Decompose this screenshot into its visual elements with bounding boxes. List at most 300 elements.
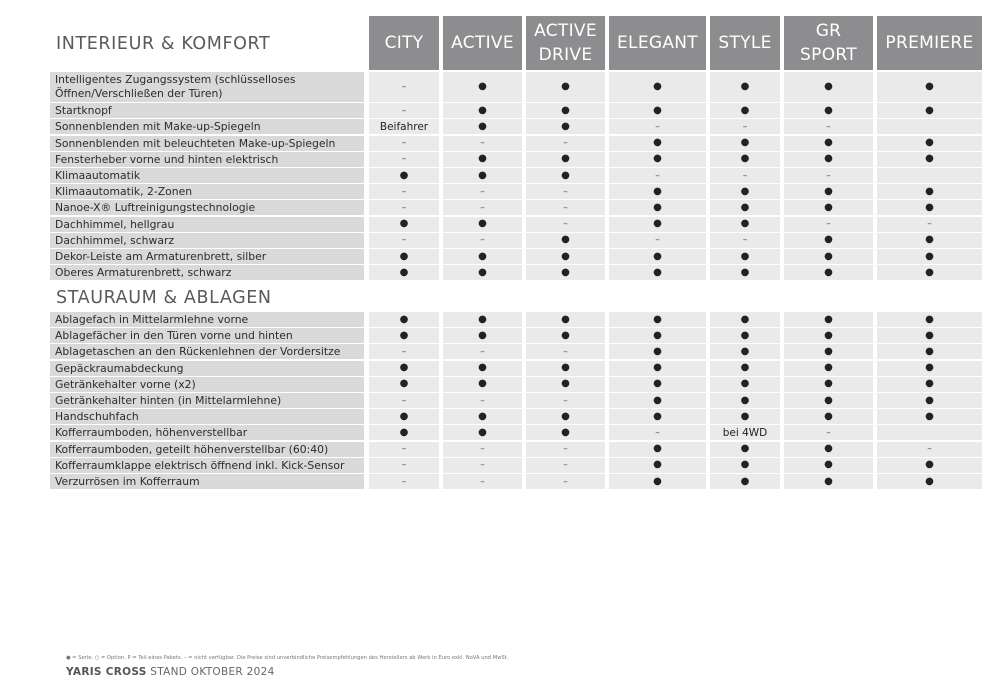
dot-mark: ● — [653, 443, 662, 455]
dot-mark: ● — [925, 378, 934, 390]
cell-5 — [784, 200, 873, 215]
row-label: Fensterheber vorne und hinten elektrisch — [50, 152, 364, 167]
cell-0 — [369, 200, 439, 215]
cell-2 — [526, 200, 605, 215]
footer-title — [66, 666, 275, 678]
dash-mark: – — [655, 121, 660, 132]
dot-mark: ● — [653, 185, 662, 197]
dot-mark: ● — [399, 426, 409, 438]
cell-3 — [609, 458, 706, 473]
dash-mark: – — [563, 186, 568, 197]
dot-mark: ● — [561, 153, 570, 165]
section-title-1: STAURAUM & ABLAGEN — [56, 288, 272, 308]
row-label: Gepäckraumabdeckung — [50, 361, 364, 376]
dash-mark: – — [742, 235, 748, 246]
dash-mark: – — [401, 82, 407, 92]
dot-mark: ● — [561, 266, 570, 278]
dot-mark: ● — [561, 313, 570, 325]
table-row — [0, 233, 990, 248]
cell-2 — [526, 103, 605, 118]
table-row — [0, 249, 990, 264]
cell-2 — [526, 119, 605, 134]
dash-mark: – — [826, 121, 831, 132]
cell-2 — [526, 377, 605, 392]
cell-5 — [784, 377, 873, 392]
cell-6 — [877, 409, 982, 424]
dot-mark: ● — [824, 266, 833, 278]
cell-text: bei 4WD — [722, 426, 768, 439]
dot-mark: ● — [925, 153, 934, 165]
column-header-4: STYLE — [710, 16, 780, 70]
cell-6 — [877, 152, 982, 167]
cell-1 — [443, 136, 522, 151]
dot-mark: ● — [740, 345, 750, 357]
dot-mark: ● — [478, 81, 487, 92]
dot-mark: ● — [653, 329, 662, 341]
cell-3 — [609, 409, 706, 424]
dot-mark: ● — [740, 266, 750, 278]
dot-mark: ● — [399, 313, 409, 325]
cell-4 — [710, 474, 780, 489]
cell-0 — [369, 312, 439, 327]
row-label: Klimaautomatik, 2-Zonen — [50, 184, 364, 199]
dot-mark: ● — [824, 410, 833, 422]
dash-mark: – — [563, 346, 568, 357]
dot-mark: ● — [925, 394, 934, 406]
dot-mark: ● — [561, 378, 570, 390]
dash-mark: – — [480, 476, 485, 487]
dot-mark: ● — [925, 410, 934, 422]
cell-2 — [526, 233, 605, 248]
dot-mark: ● — [925, 362, 934, 374]
dash-mark: – — [563, 138, 568, 149]
dot-mark: ● — [925, 266, 934, 278]
dot-mark: ● — [653, 81, 662, 92]
column-header-1: ACTIVE — [443, 16, 522, 70]
cell-2 — [526, 217, 605, 232]
cell-5 — [784, 103, 873, 118]
cell-4 — [710, 377, 780, 392]
cell-5 — [784, 361, 873, 376]
dot-mark: ● — [824, 201, 833, 213]
cell-0 — [369, 328, 439, 343]
row-label: Dachhimmel, hellgrau — [50, 217, 364, 232]
dot-mark: ● — [653, 153, 662, 165]
cell-6 — [877, 425, 982, 440]
cell-0 — [369, 217, 439, 232]
dot-mark: ● — [399, 266, 409, 278]
cell-3 — [609, 393, 706, 408]
cell-3 — [609, 474, 706, 489]
cell-4 — [710, 458, 780, 473]
row-label: Oberes Armaturenbrett, schwarz — [50, 265, 364, 280]
cell-3 — [609, 119, 706, 134]
cell-2 — [526, 393, 605, 408]
cell-3 — [609, 442, 706, 457]
dot-mark: ● — [478, 169, 487, 181]
dash-mark: – — [655, 170, 660, 181]
cell-1 — [443, 377, 522, 392]
dot-mark: ● — [653, 345, 662, 357]
cell-0 — [369, 72, 439, 102]
cell-0 — [369, 233, 439, 248]
cell-6 — [877, 249, 982, 264]
dash-mark: – — [401, 186, 407, 197]
cell-6 — [877, 184, 982, 199]
cell-0 — [369, 458, 439, 473]
cell-0 — [369, 119, 439, 134]
dot-mark: ● — [478, 313, 487, 325]
dash-mark: – — [563, 219, 568, 230]
dot-mark: ● — [824, 137, 833, 149]
dash-mark: – — [480, 460, 485, 471]
cell-4 — [710, 200, 780, 215]
dot-mark: ● — [399, 410, 409, 422]
dot-mark: ● — [399, 329, 409, 341]
cell-1 — [443, 103, 522, 118]
cell-1 — [443, 442, 522, 457]
dot-mark: ● — [824, 234, 833, 246]
cell-4 — [710, 442, 780, 457]
dash-mark: – — [401, 444, 407, 455]
cell-3 — [609, 361, 706, 376]
dot-mark: ● — [653, 378, 662, 390]
dot-mark: ● — [740, 443, 750, 455]
cell-3 — [609, 249, 706, 264]
table-row — [0, 458, 990, 473]
cell-0 — [369, 249, 439, 264]
dot-mark: ● — [824, 378, 833, 390]
dot-mark: ● — [653, 313, 662, 325]
dash-mark: – — [401, 460, 407, 471]
cell-0 — [369, 136, 439, 151]
dot-mark: ● — [478, 378, 487, 390]
cell-4 — [710, 393, 780, 408]
dot-mark: ● — [478, 426, 487, 438]
dot-mark: ● — [740, 250, 750, 262]
dot-mark: ● — [653, 475, 662, 487]
dash-mark: – — [563, 202, 568, 213]
dash-mark: – — [480, 346, 485, 357]
cell-2 — [526, 265, 605, 280]
dash-mark: – — [655, 427, 660, 438]
cell-6 — [877, 328, 982, 343]
cell-5 — [784, 119, 873, 134]
footnote-legend: ● = Serie. ○ = Option. P = Teil eines Pakets. – = nicht verfügbar. Die Preise sind unverbindliche Preisempfehlungen des Herstellers ab Werk in Euro exkl. NoVA und MwSt. — [66, 655, 509, 661]
cell-4 — [710, 217, 780, 232]
dot-mark: ● — [653, 218, 662, 230]
dot-mark: ● — [561, 362, 570, 374]
cell-1 — [443, 249, 522, 264]
cell-5 — [784, 249, 873, 264]
cell-1 — [443, 425, 522, 440]
dot-mark: ● — [740, 153, 750, 165]
cell-2 — [526, 344, 605, 359]
cell-3 — [609, 184, 706, 199]
dash-mark: – — [480, 395, 485, 406]
dot-mark: ● — [740, 137, 750, 149]
cell-6 — [877, 200, 982, 215]
dash-mark: – — [563, 444, 568, 455]
cell-5 — [784, 425, 873, 440]
dot-mark: ● — [740, 362, 750, 374]
table-row — [0, 72, 990, 102]
cell-5 — [784, 136, 873, 151]
dash-mark: – — [742, 170, 748, 181]
table-row — [0, 361, 990, 376]
cell-4 — [710, 168, 780, 183]
cell-3 — [609, 200, 706, 215]
cell-0 — [369, 474, 439, 489]
dot-mark: ● — [824, 185, 833, 197]
cell-6 — [877, 393, 982, 408]
table-row — [0, 409, 990, 424]
cell-0 — [369, 184, 439, 199]
cell-3 — [609, 265, 706, 280]
cell-1 — [443, 119, 522, 134]
dash-mark: – — [401, 154, 407, 165]
dash-mark: – — [742, 121, 748, 132]
cell-3 — [609, 312, 706, 327]
row-label: Ablagefach in Mittelarmlehne vorne — [50, 312, 364, 327]
cell-4 — [710, 249, 780, 264]
cell-6 — [877, 312, 982, 327]
cell-4 — [710, 312, 780, 327]
cell-5 — [784, 184, 873, 199]
table-row — [0, 265, 990, 280]
cell-2 — [526, 72, 605, 102]
cell-1 — [443, 312, 522, 327]
cell-6 — [877, 265, 982, 280]
cell-3 — [609, 152, 706, 167]
row-label: Kofferraumboden, geteilt höhenverstellbar (60:40) — [50, 442, 364, 457]
cell-2 — [526, 152, 605, 167]
dash-mark: – — [401, 346, 407, 357]
dot-mark: ● — [653, 362, 662, 374]
dot-mark: ● — [653, 201, 662, 213]
cell-6 — [877, 168, 982, 183]
cell-3 — [609, 103, 706, 118]
cell-6 — [877, 136, 982, 151]
column-header-5: GR SPORT — [784, 16, 873, 70]
dot-mark: ● — [925, 81, 934, 92]
cell-1 — [443, 328, 522, 343]
cell-1 — [443, 474, 522, 489]
dot-mark: ● — [740, 218, 750, 230]
cell-6 — [877, 474, 982, 489]
cell-1 — [443, 393, 522, 408]
column-header-3: ELEGANT — [609, 16, 706, 70]
dot-mark: ● — [561, 81, 570, 92]
dot-mark: ● — [478, 362, 487, 374]
dash-mark: – — [480, 138, 485, 149]
dot-mark: ● — [561, 120, 570, 132]
cell-4 — [710, 361, 780, 376]
dash-mark: – — [401, 105, 407, 116]
cell-3 — [609, 217, 706, 232]
dot-mark: ● — [824, 153, 833, 165]
cell-4 — [710, 184, 780, 199]
cell-1 — [443, 409, 522, 424]
cell-3 — [609, 136, 706, 151]
dash-mark: – — [927, 219, 932, 230]
row-label: Dachhimmel, schwarz — [50, 233, 364, 248]
row-label: Getränkehalter hinten (in Mittelarmlehne) — [50, 393, 364, 408]
dot-mark: ● — [824, 345, 833, 357]
cell-1 — [443, 344, 522, 359]
cell-4 — [710, 103, 780, 118]
dot-mark: ● — [478, 329, 487, 341]
row-label: Sonnenblenden mit beleuchteten Make-up-Spiegeln — [50, 136, 364, 151]
cell-6 — [877, 72, 982, 102]
cell-5 — [784, 442, 873, 457]
dash-mark: – — [401, 395, 407, 406]
dot-mark: ● — [925, 104, 934, 116]
dot-mark: ● — [824, 81, 833, 92]
dash-mark: – — [480, 444, 485, 455]
dot-mark: ● — [824, 104, 833, 116]
cell-6 — [877, 377, 982, 392]
dash-mark: – — [480, 235, 485, 246]
dot-mark: ● — [824, 459, 833, 471]
dot-mark: ● — [399, 362, 409, 374]
dot-mark: ● — [740, 329, 750, 341]
dot-mark: ● — [653, 104, 662, 116]
dot-mark: ● — [740, 394, 750, 406]
cell-0 — [369, 409, 439, 424]
cell-5 — [784, 458, 873, 473]
table-row — [0, 328, 990, 343]
cell-5 — [784, 312, 873, 327]
dot-mark: ● — [740, 313, 750, 325]
cell-2 — [526, 328, 605, 343]
dot-mark: ● — [925, 329, 934, 341]
dot-mark: ● — [740, 410, 750, 422]
row-label: Sonnenblenden mit Make-up-Spiegeln — [50, 119, 364, 134]
cell-1 — [443, 217, 522, 232]
dot-mark: ● — [653, 394, 662, 406]
table-row — [0, 119, 990, 134]
row-label: Ablagefächer in den Türen vorne und hinten — [50, 328, 364, 343]
dot-mark: ● — [740, 378, 750, 390]
dot-mark: ● — [740, 104, 750, 116]
cell-4 — [710, 409, 780, 424]
cell-text: Beifahrer — [379, 120, 429, 133]
cell-4 — [710, 152, 780, 167]
dot-mark: ● — [561, 104, 570, 116]
dot-mark: ● — [653, 410, 662, 422]
dot-mark: ● — [824, 329, 833, 341]
cell-6 — [877, 217, 982, 232]
dot-mark: ● — [740, 201, 750, 213]
cell-4 — [710, 265, 780, 280]
row-label: Ablagetaschen an den Rückenlehnen der Vordersitze — [50, 344, 364, 359]
dot-mark: ● — [740, 185, 750, 197]
cell-1 — [443, 265, 522, 280]
cell-2 — [526, 312, 605, 327]
table-row — [0, 312, 990, 327]
cell-6 — [877, 103, 982, 118]
dot-mark: ● — [925, 313, 934, 325]
cell-1 — [443, 72, 522, 102]
row-label: Startknopf — [50, 103, 364, 118]
dot-mark: ● — [478, 250, 487, 262]
dot-mark: ● — [824, 250, 833, 262]
cell-0 — [369, 344, 439, 359]
dot-mark: ● — [740, 475, 750, 487]
table-row — [0, 168, 990, 183]
dot-mark: ● — [561, 426, 570, 438]
cell-4 — [710, 136, 780, 151]
cell-5 — [784, 168, 873, 183]
cell-5 — [784, 474, 873, 489]
cell-0 — [369, 265, 439, 280]
dash-mark: – — [401, 235, 407, 246]
cell-2 — [526, 442, 605, 457]
cell-2 — [526, 458, 605, 473]
cell-3 — [609, 377, 706, 392]
table-row — [0, 152, 990, 167]
cell-5 — [784, 344, 873, 359]
cell-2 — [526, 136, 605, 151]
dot-mark: ● — [925, 250, 934, 262]
cell-2 — [526, 409, 605, 424]
dot-mark: ● — [478, 410, 487, 422]
cell-1 — [443, 233, 522, 248]
cell-3 — [609, 344, 706, 359]
dot-mark: ● — [925, 201, 934, 213]
dot-mark: ● — [399, 378, 409, 390]
dot-mark: ● — [561, 169, 570, 181]
cell-0 — [369, 442, 439, 457]
dot-mark: ● — [824, 362, 833, 374]
cell-0 — [369, 103, 439, 118]
dash-mark: – — [826, 219, 831, 230]
dot-mark: ● — [478, 218, 487, 230]
row-label: Dekor-Leiste am Armaturenbrett, silber — [50, 249, 364, 264]
cell-4 — [710, 344, 780, 359]
cell-5 — [784, 265, 873, 280]
cell-0 — [369, 393, 439, 408]
cell-1 — [443, 458, 522, 473]
cell-2 — [526, 361, 605, 376]
footer-model: YARIS CROSS — [66, 666, 147, 678]
section-title-0: INTERIEUR & KOMFORT — [56, 34, 271, 54]
dash-mark: – — [826, 170, 831, 181]
dot-mark: ● — [925, 459, 934, 471]
cell-4 — [710, 425, 780, 440]
dot-mark: ● — [399, 218, 409, 230]
dot-mark: ● — [399, 250, 409, 262]
cell-1 — [443, 152, 522, 167]
row-label: Intelligentes Zugangssystem (schlüsselloses Öffnen/Verschließen der Türen) — [50, 72, 364, 102]
cell-4 — [710, 233, 780, 248]
cell-1 — [443, 200, 522, 215]
cell-3 — [609, 328, 706, 343]
dash-mark: – — [826, 427, 831, 438]
cell-4 — [710, 119, 780, 134]
table-row — [0, 184, 990, 199]
table-row — [0, 136, 990, 151]
dot-mark: ● — [478, 120, 487, 132]
dot-mark: ● — [653, 250, 662, 262]
cell-2 — [526, 168, 605, 183]
row-label: Kofferraumboden, höhenverstellbar — [50, 425, 364, 440]
cell-2 — [526, 184, 605, 199]
table-row — [0, 344, 990, 359]
cell-5 — [784, 217, 873, 232]
cell-5 — [784, 409, 873, 424]
